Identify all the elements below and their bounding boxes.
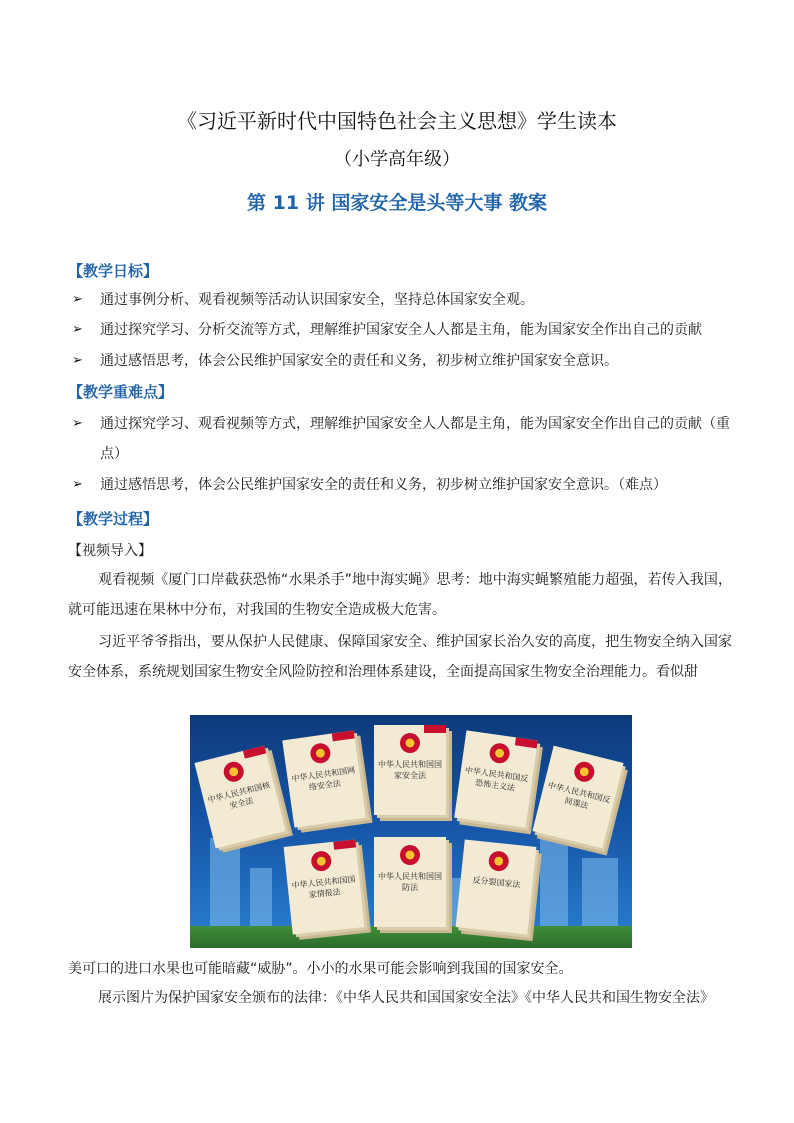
bullet-arrow-icon: ➢	[72, 416, 83, 431]
objective-item: ➢ 通过感悟思考，体会公民维护国家安全的责任和义务，初步树立维护国家安全意识。	[72, 346, 732, 376]
document-title: 《习近平新时代中国特色社会主义思想》学生读本	[177, 109, 617, 133]
bullet-arrow-icon: ➢	[72, 477, 83, 492]
document-subtitle: （小学高年级）	[334, 149, 460, 170]
objective-item: ➢ 通过探究学习、分析交流等方式，理解维护国家安全人人都是主角，能为国家安全作出自己的贡献	[72, 315, 732, 345]
video-intro-heading: 【视频导入】	[68, 543, 152, 559]
law-book: 中华人民共和国核安全法	[194, 746, 285, 849]
paragraph: 观看视频《厦门口岸截获恐怖“水果杀手”地中海实蝇》思考：地中海实蝇繁殖能力超强，若传入我国，就可能迅速在果林中分布，对我国的生物安全造成极大危害。	[68, 572, 732, 618]
law-book: 中华人民共和国国防法	[374, 837, 446, 927]
process-heading: 【教学过程】	[68, 510, 159, 528]
law-book: 中华人民共和国国家安全法	[374, 725, 446, 815]
objective-item: ➢ 通过事例分析、观看视频等活动认识国家安全，坚持总体国家安全观。	[72, 285, 732, 315]
law-book: 中华人民共和国国家情报法	[284, 839, 365, 934]
law-book: 中华人民共和国反间谍法	[532, 746, 623, 849]
bullet-arrow-icon: ➢	[72, 322, 83, 337]
keypoint-item: ➢ 通过探究学习、观看视频等方式，理解维护国家安全人人都是主角，能为国家安全作出自己的贡献（重点）	[72, 409, 732, 469]
keypoints-heading: 【教学重难点】	[68, 383, 174, 401]
objectives-heading: 【教学日标】	[68, 262, 159, 280]
paragraph: 习近平爷爷指出，要从保护人民健康、保障国家安全、维护国家长治久安的高度，把生物安全纳入国家安全体系，系统规划国家生物安全风险防控和治理体系建设，全面提高国家生物安全治理能力。看似甜	[68, 634, 732, 680]
bullet-arrow-icon: ➢	[72, 353, 83, 368]
keypoint-item: ➢ 通过感悟思考，体会公民维护国家安全的责任和义务，初步树立维护国家安全意识。（难点）	[72, 470, 732, 500]
paragraph: 展示图片为保护国家安全颁布的法律：《中华人民共和国国家安全法》《中华人民共和国生物安全法》	[98, 990, 714, 1006]
paragraph: 美可口的进口水果也可能暗藏“威胁”。小小的水果可能会影响到我国的国家安全。	[68, 961, 573, 977]
law-book: 中华人民共和国反恐怖主义法	[454, 730, 538, 827]
law-books-image	[190, 715, 632, 948]
law-book: 中华人民共和国网络安全法	[282, 730, 366, 827]
bullet-arrow-icon: ➢	[72, 292, 83, 307]
lesson-title: 第 11 讲 国家安全是头等大事 教案	[247, 192, 547, 214]
law-book: 反分裂国家法	[456, 839, 537, 934]
